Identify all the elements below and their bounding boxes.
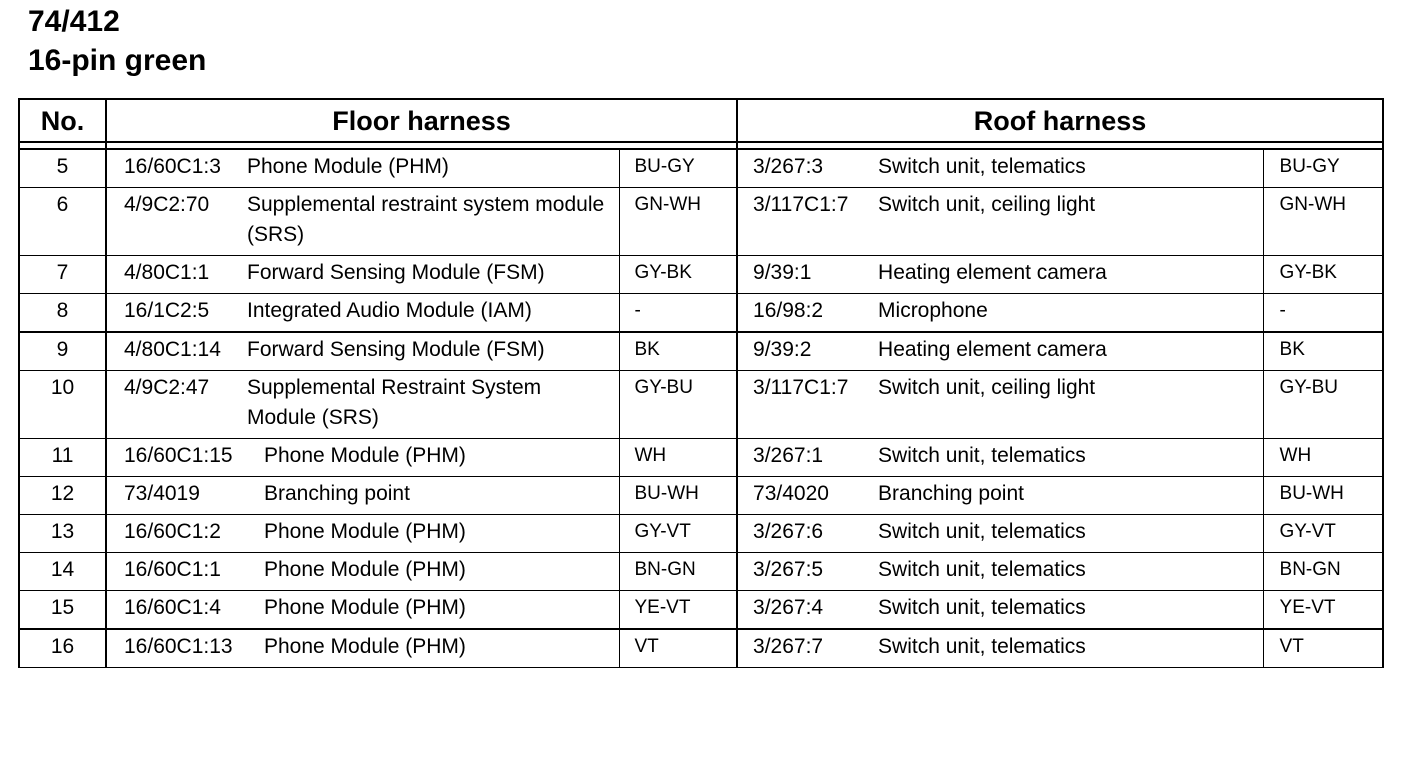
pin-number: 13 [19, 515, 106, 553]
roof-component: Switch unit, ceiling light [878, 371, 1263, 439]
roof-wire-color: GY-VT [1263, 515, 1383, 553]
floor-wire-color: - [619, 294, 737, 333]
pin-number: 6 [19, 188, 106, 256]
roof-wire-color: GY-BK [1263, 256, 1383, 294]
roof-wire-color: GY-BU [1263, 371, 1383, 439]
floor-component: Phone Module (PHM) [247, 439, 619, 477]
roof-component: Switch unit, telematics [878, 439, 1263, 477]
table-row [19, 149, 1383, 188]
floor-component: Forward Sensing Module (FSM) [247, 256, 619, 294]
floor-wire-color: GN-WH [619, 188, 737, 256]
roof-component: Switch unit, telematics [878, 591, 1263, 630]
pin-table-body [19, 149, 1383, 668]
roof-connector-code: 3/267:4 [737, 591, 878, 630]
pin-number: 8 [19, 294, 106, 333]
roof-component: Switch unit, ceiling light [878, 188, 1263, 256]
floor-connector-code: 16/60C1:13 [106, 629, 247, 668]
floor-connector-code: 16/1C2:5 [106, 294, 247, 333]
roof-component: Microphone [878, 294, 1263, 333]
roof-wire-color: WH [1263, 439, 1383, 477]
floor-connector-code: 4/80C1:14 [106, 332, 247, 371]
roof-wire-color: GN-WH [1263, 188, 1383, 256]
roof-connector-code: 9/39:1 [737, 256, 878, 294]
floor-connector-code: 16/60C1:2 [106, 515, 247, 553]
floor-component: Phone Module (PHM) [247, 515, 619, 553]
header-no: No. [19, 99, 106, 142]
floor-wire-color: BK [619, 332, 737, 371]
roof-connector-code: 3/117C1:7 [737, 371, 878, 439]
roof-wire-color: BU-WH [1263, 477, 1383, 515]
pin-number: 5 [19, 149, 106, 188]
header-roof-harness: Roof harness [737, 99, 1383, 142]
table-row [19, 515, 1383, 553]
roof-wire-color: YE-VT [1263, 591, 1383, 630]
floor-connector-code: 4/9C2:70 [106, 188, 247, 256]
table-row [19, 332, 1383, 371]
roof-component: Branching point [878, 477, 1263, 515]
pin-number: 14 [19, 553, 106, 591]
table-row [19, 553, 1383, 591]
table-row [19, 256, 1383, 294]
pin-number: 9 [19, 332, 106, 371]
roof-wire-color: BK [1263, 332, 1383, 371]
table-row [19, 591, 1383, 630]
roof-connector-code: 3/117C1:7 [737, 188, 878, 256]
roof-connector-code: 3/267:1 [737, 439, 878, 477]
roof-wire-color: VT [1263, 629, 1383, 668]
floor-component: Phone Module (PHM) [247, 591, 619, 630]
floor-component: Branching point [247, 477, 619, 515]
floor-wire-color: WH [619, 439, 737, 477]
roof-component: Heating element camera [878, 332, 1263, 371]
floor-wire-color: GY-BU [619, 371, 737, 439]
floor-component: Supplemental Restraint System Module (SRS) [247, 371, 619, 439]
pin-number: 15 [19, 591, 106, 630]
roof-component: Switch unit, telematics [878, 553, 1263, 591]
roof-wire-color: - [1263, 294, 1383, 333]
pin-number: 11 [19, 439, 106, 477]
header-floor-harness: Floor harness [106, 99, 737, 142]
floor-connector-code: 4/9C2:47 [106, 371, 247, 439]
table-row [19, 188, 1383, 256]
roof-component: Switch unit, telematics [878, 515, 1263, 553]
floor-wire-color: BU-WH [619, 477, 737, 515]
floor-wire-color: BN-GN [619, 553, 737, 591]
floor-wire-color: YE-VT [619, 591, 737, 630]
roof-connector-code: 3/267:3 [737, 149, 878, 188]
floor-component: Phone Module (PHM) [247, 149, 619, 188]
header-separator [19, 142, 1383, 149]
table-row [19, 294, 1383, 333]
pin-number: 12 [19, 477, 106, 515]
floor-connector-code: 73/4019 [106, 477, 247, 515]
roof-connector-code: 3/267:6 [737, 515, 878, 553]
roof-component: Switch unit, telematics [878, 149, 1263, 188]
roof-connector-code: 16/98:2 [737, 294, 878, 333]
floor-connector-code: 16/60C1:3 [106, 149, 247, 188]
table-row [19, 439, 1383, 477]
floor-wire-color: GY-VT [619, 515, 737, 553]
floor-connector-code: 16/60C1:1 [106, 553, 247, 591]
roof-component: Switch unit, telematics [878, 629, 1263, 668]
floor-connector-code: 4/80C1:1 [106, 256, 247, 294]
pin-number: 16 [19, 629, 106, 668]
roof-connector-code: 9/39:2 [737, 332, 878, 371]
floor-component: Phone Module (PHM) [247, 553, 619, 591]
floor-component: Forward Sensing Module (FSM) [247, 332, 619, 371]
floor-connector-code: 16/60C1:15 [106, 439, 247, 477]
table-header-row [19, 99, 1383, 142]
roof-connector-code: 3/267:5 [737, 553, 878, 591]
roof-component: Heating element camera [878, 256, 1263, 294]
floor-wire-color: VT [619, 629, 737, 668]
floor-component: Phone Module (PHM) [247, 629, 619, 668]
table-row [19, 477, 1383, 515]
roof-connector-code: 73/4020 [737, 477, 878, 515]
roof-connector-code: 3/267:7 [737, 629, 878, 668]
floor-wire-color: BU-GY [619, 149, 737, 188]
roof-wire-color: BN-GN [1263, 553, 1383, 591]
floor-component: Supplemental restraint system module (SRS) [247, 188, 619, 256]
pin-number: 10 [19, 371, 106, 439]
floor-wire-color: GY-BK [619, 256, 737, 294]
pin-number: 7 [19, 256, 106, 294]
table-row [19, 371, 1383, 439]
pin-table [18, 98, 1384, 668]
floor-component: Integrated Audio Module (IAM) [247, 294, 619, 333]
connector-description: 16-pin green [28, 44, 207, 77]
roof-wire-color: BU-GY [1263, 149, 1383, 188]
floor-connector-code: 16/60C1:4 [106, 591, 247, 630]
table-row [19, 629, 1383, 668]
document-id: 74/412 [28, 5, 120, 38]
